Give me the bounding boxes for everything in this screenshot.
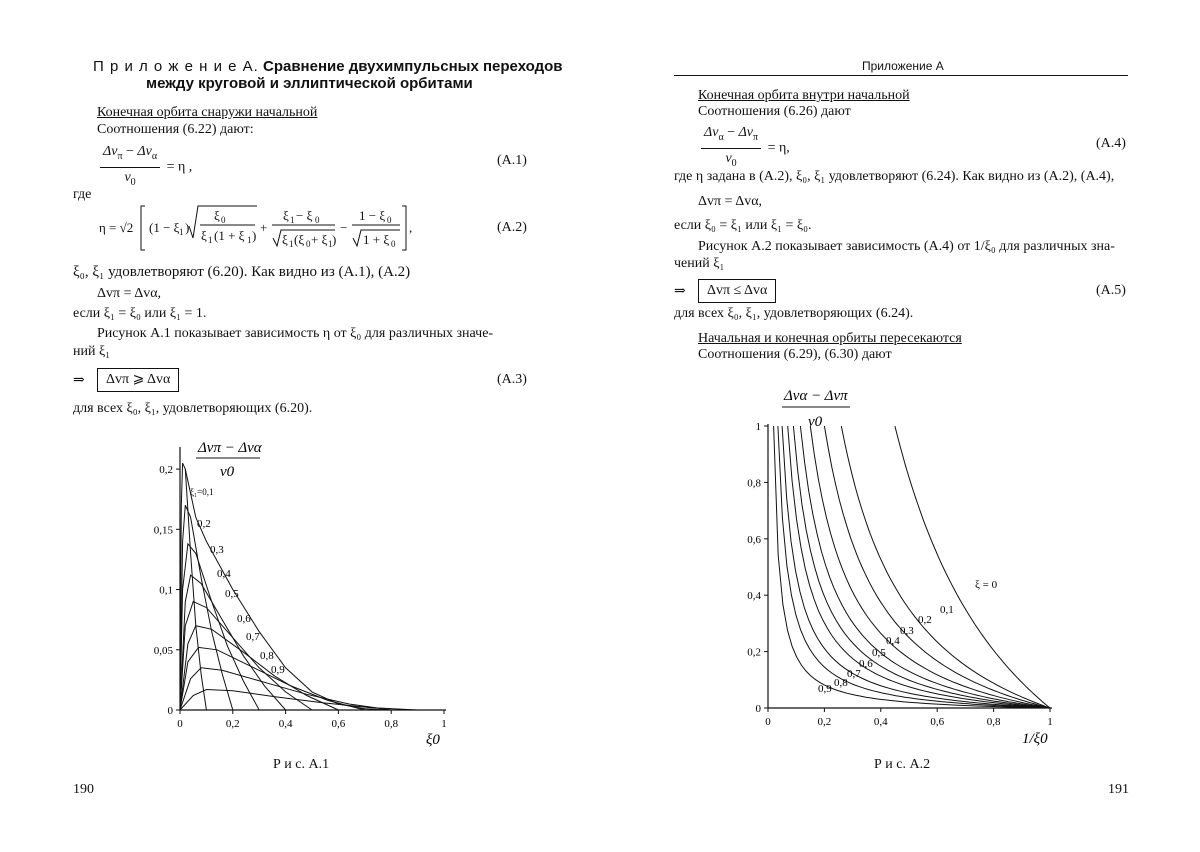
svg-text:): ) — [332, 232, 337, 247]
series-label: 0,7 — [847, 668, 861, 680]
x-tick-label: 0 — [765, 716, 771, 728]
boxed-inequality-a3: Δvπ ⩾ Δvα — [97, 368, 179, 392]
equal-relation-right: Δvπ = Δvα, — [698, 194, 763, 209]
svg-text:η = √2: η = √2 — [99, 220, 134, 235]
y-axis-label-denominator: v0 — [808, 414, 823, 430]
x-tick-label: 0,2 — [225, 718, 240, 730]
series-curve — [895, 426, 1050, 708]
svg-text:(1 + ξ: (1 + ξ — [214, 228, 245, 243]
series-curve — [180, 668, 391, 710]
x-tick-label: 0,8 — [384, 718, 399, 730]
x-tick-label: 0,8 — [986, 716, 1001, 728]
y-axis-label-numerator: Δvπ − Δvα — [198, 440, 262, 456]
series-label: 0,8 — [260, 650, 274, 662]
title-bold-2: между круговой и эллиптической орбитами — [146, 75, 473, 92]
series-label: 0,8 — [834, 677, 848, 689]
series-curve — [788, 426, 1050, 708]
series-label: 0,2 — [918, 614, 932, 626]
series-label: 0,1 — [940, 604, 954, 616]
series-label: 0,6 — [237, 613, 251, 625]
svg-text:ξ: ξ — [282, 232, 288, 247]
for-all-condition: для всех ξ₀, ξ₁, удовлетворяющих (6.20). — [73, 401, 313, 416]
figure-a1-chart — [140, 432, 470, 752]
x-tick-label: 0 — [177, 718, 183, 730]
series-curve — [180, 690, 418, 711]
eq-number-a4: (A.4) — [1096, 136, 1126, 151]
implies-arrow: ⇒ — [73, 373, 85, 388]
eq-number-a3: (A.3) — [497, 372, 527, 387]
y-axis-label-denominator: v0 — [220, 464, 235, 480]
subheading-intersect: Начальная и конечная орбиты пересекаются — [698, 331, 962, 346]
eq-number-a2: (A.2) — [497, 220, 527, 235]
equation-a2-svg — [97, 200, 417, 256]
svg-text:ξ: ξ — [214, 208, 220, 223]
series-label: 0,5 — [225, 588, 239, 600]
svg-text:−: − — [340, 220, 348, 235]
series-label: 0,6 — [859, 658, 873, 670]
subheading-inside: Конечная орбита внутри начальной — [698, 88, 910, 103]
y-tick-label: 0 — [755, 703, 761, 715]
svg-text:0: 0 — [221, 215, 226, 225]
svg-text:0: 0 — [387, 215, 392, 225]
svg-text:− ξ: − ξ — [296, 208, 313, 223]
title-bold-1: Сравнение двухимпульсных переходов — [263, 58, 563, 75]
svg-text:1: 1 — [247, 235, 252, 245]
series-label: 0,5 — [872, 647, 886, 659]
series-label: 0,7 — [246, 631, 260, 643]
figure-a2-caption: Р и с. A.2 — [874, 757, 931, 772]
running-head: Приложение А — [862, 59, 944, 73]
after-eq2-text: ξ₀, ξ₁ удовлетворяют (6.20). Как видно из (A.1), (A.2) — [73, 264, 411, 280]
title-prefix: П р и л о ж е н и е А. — [93, 58, 259, 75]
x-tick-label: 0,4 — [873, 716, 888, 728]
appendix-title — [93, 58, 563, 75]
series-label: 0,9 — [818, 683, 832, 695]
svg-text:ξ: ξ — [201, 228, 207, 243]
svg-text:+: + — [260, 220, 268, 235]
equation-a1: $\frac{\Delta v_\pi - \Delta v_\alpha}{v_0}$ = η , — [97, 143, 192, 192]
x-tick-label: 0,6 — [930, 716, 945, 728]
x-tick-label: 1 — [441, 718, 447, 730]
y-tick-label: 0,05 — [153, 644, 173, 657]
if-condition: если ξ₁ = ξ₀ или ξ₁ = 1. — [73, 306, 207, 321]
figure-description-right: Рисунок A.2 показывает зависимость (A.4) от 1/ξ₀ для различных зна- — [698, 239, 1115, 254]
implies-arrow-right: ⇒ — [674, 284, 686, 299]
figure-description: Рисунок A.1 показывает зависимость η от ξ₀ для различных значе- — [97, 326, 494, 341]
svg-text:1: 1 — [328, 239, 333, 249]
y-tick-label: 0,15 — [153, 524, 173, 537]
intro-text: Соотношения (6.22) дают: — [97, 122, 254, 137]
series-label: 0,3 — [210, 544, 224, 556]
svg-text:0: 0 — [306, 239, 311, 249]
x-tick-label: 0,4 — [278, 718, 293, 730]
if-condition-right: если ξ₀ = ξ₁ или ξ₁ = ξ₀. — [674, 218, 812, 233]
envelope-curve — [185, 469, 391, 710]
svg-text:1: 1 — [289, 239, 294, 249]
figure-description-right-cont: чений ξ₁ — [674, 256, 725, 271]
page-number-left: 190 — [73, 782, 94, 797]
svg-text:0: 0 — [315, 215, 320, 225]
svg-text:): ) — [252, 228, 257, 243]
svg-text:1 − ξ: 1 − ξ — [359, 208, 386, 223]
figure-description-cont: ний ξ₁ — [73, 344, 111, 359]
series-curve — [800, 426, 1050, 708]
where-label: где — [73, 187, 92, 202]
subheading-outside: Конечная орбита снаружи начальной — [97, 105, 318, 120]
intro-text-1: Соотношения (6.26) дают — [698, 104, 851, 119]
svg-text:(1 − ξ: (1 − ξ — [149, 220, 180, 235]
series-curve — [810, 426, 1050, 708]
where-line: где η задана в (A.2), ξ₀, ξ₁ удовлетворяют (6.24). Как видно из (A.2), (A.4), — [674, 169, 1115, 184]
y-tick-label: 0,4 — [747, 590, 761, 603]
series-curve — [778, 426, 1050, 708]
eq-number-a5: (A.5) — [1096, 283, 1126, 298]
equal-relation: Δvπ = Δvα, — [97, 286, 162, 301]
y-tick-label: 0,8 — [747, 477, 761, 490]
svg-text:): ) — [185, 220, 190, 235]
x-axis-label: ξ0 — [426, 732, 440, 748]
x-axis-label: 1/ξ0 — [1022, 731, 1048, 747]
svg-text:0: 0 — [391, 239, 396, 249]
x-tick-label: 1 — [1047, 716, 1053, 728]
svg-text:,: , — [409, 220, 413, 235]
series-label: ξ = 0 — [975, 579, 998, 591]
right-page — [600, 0, 1200, 852]
eq-number-a1: (A.1) — [497, 153, 527, 168]
intro-text-2: Соотношения (6.29), (6.30) дают — [698, 347, 892, 362]
boxed-inequality-a5: Δvπ ≤ Δvα — [698, 279, 776, 303]
header-rule — [674, 75, 1128, 76]
for-all-condition-right: для всех ξ₀, ξ₁, удовлетворяющих (6.24). — [674, 306, 914, 321]
series-label: 0,4 — [217, 568, 231, 580]
y-tick-label: 0,2 — [159, 464, 173, 477]
figure-a2-chart — [730, 378, 1070, 750]
y-tick-label: 1 — [755, 421, 761, 433]
figure-a1-caption: Р и с. A.1 — [273, 757, 330, 772]
equation-a2 — [97, 200, 417, 261]
svg-text:1: 1 — [179, 227, 184, 237]
y-tick-label: 0,1 — [159, 584, 173, 597]
svg-text:(ξ: (ξ — [294, 232, 305, 247]
series-label: 0,9 — [271, 664, 285, 676]
series-label: 0,4 — [886, 635, 900, 647]
x-tick-label: 0,2 — [817, 716, 832, 728]
svg-text:1: 1 — [290, 215, 295, 225]
svg-text:1 + ξ: 1 + ξ — [363, 232, 390, 247]
page-number-right: 191 — [1108, 782, 1129, 797]
y-tick-label: 0 — [167, 705, 173, 717]
series-label: 0,2 — [197, 518, 211, 530]
equation-a4: $\frac{\Delta v_\alpha - \Delta v_\pi}{v_0}$ = η, — [698, 124, 790, 173]
x-tick-label: 0,6 — [331, 718, 346, 730]
series-label: ξ₁=0,1 — [190, 487, 214, 497]
y-axis-label-numerator: Δvα − Δvπ — [784, 388, 848, 404]
svg-text:1: 1 — [208, 235, 213, 245]
svg-text:+ ξ: + ξ — [311, 232, 328, 247]
series-label: 0,3 — [900, 625, 914, 637]
svg-text:ξ: ξ — [283, 208, 289, 223]
y-tick-label: 0,6 — [747, 533, 761, 546]
y-tick-label: 0,2 — [747, 646, 761, 659]
